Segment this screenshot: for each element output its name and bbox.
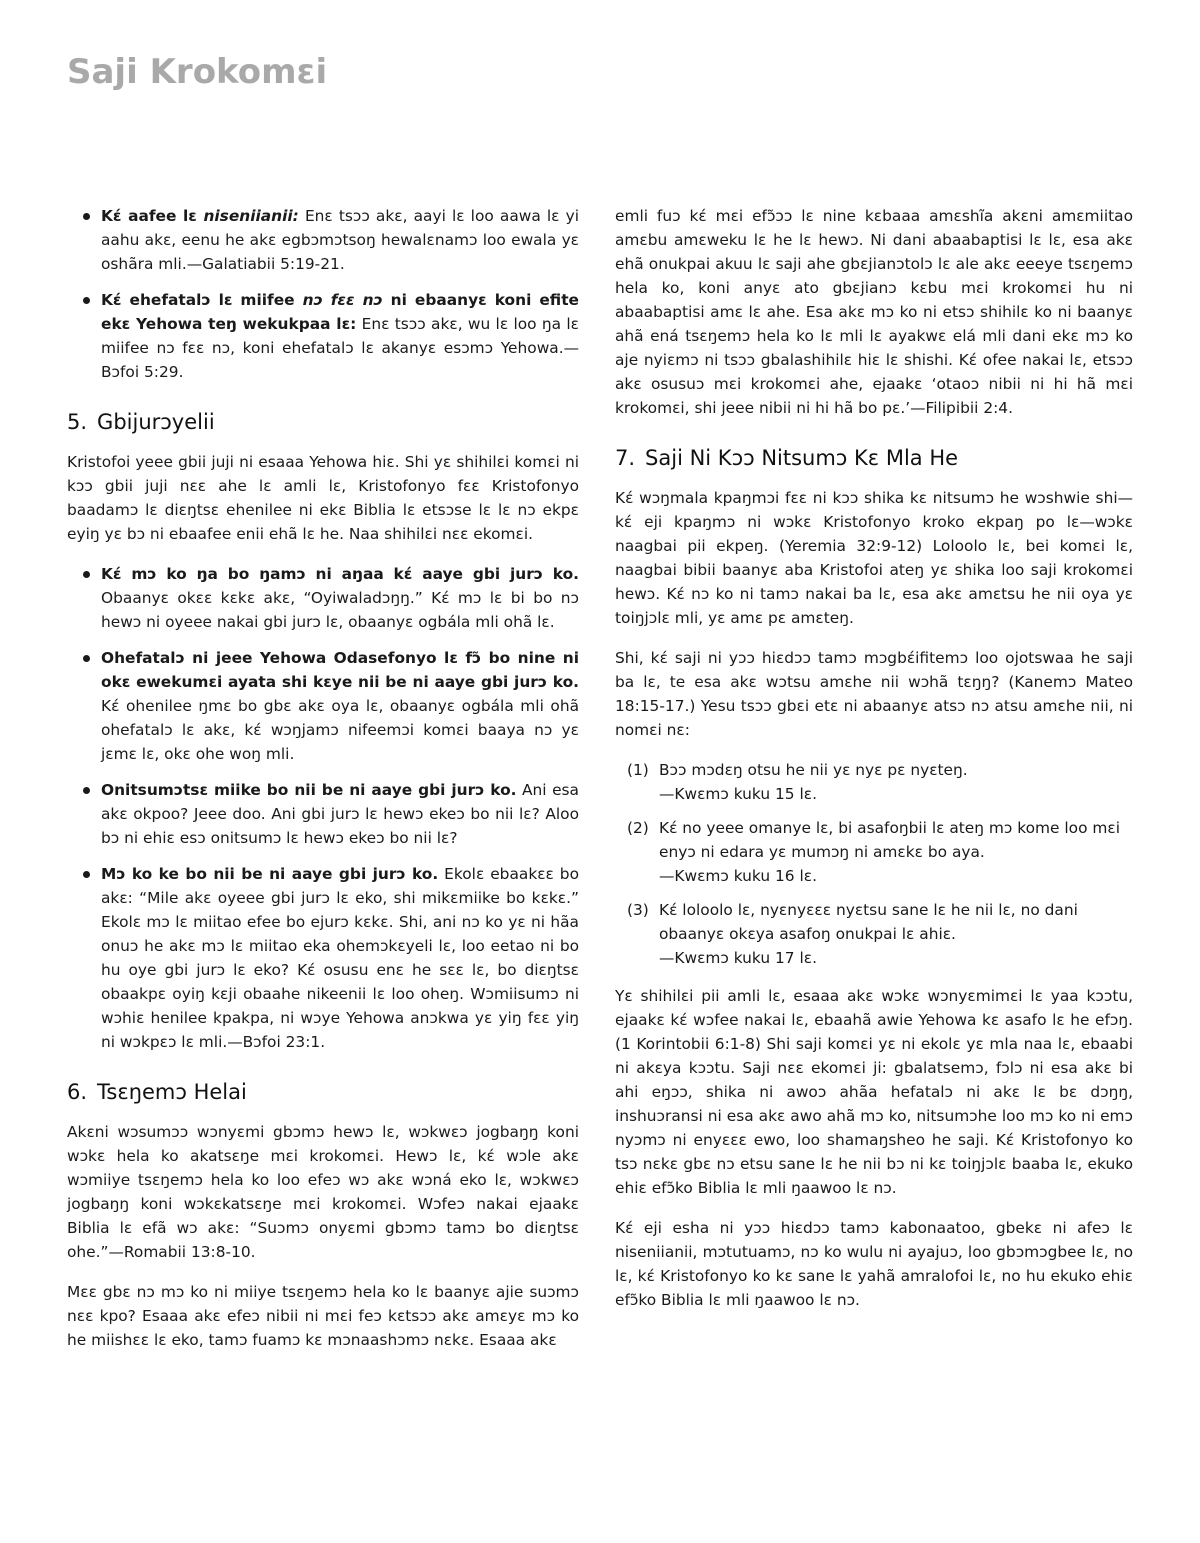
bullet-item: Kɛ́ mɔ ko ŋa bo ŋamɔ ni aŋaa kɛ́ aaye gbi jurɔ ko. Obaanyɛ okɛɛ kɛkɛ akɛ, “Oyiwaladɔŋŋ.” Kɛ́ mɔ lɛ bi bo nɔ hewɔ ni oyeee nakai gbi jurɔ lɛ, obaanyɛ ogbála mli ohã lɛ. <box>67 562 579 634</box>
paragraph: Shi, kɛ́ saji ni yɔɔ hiɛdɔɔ tamɔ mɔgbɛ́ifitemɔ loo ojotswaa he saji ba lɛ, te esa akɛ wɔtsu amɛhe nii wɔhã tɛŋŋ? (Kanemɔ Mateo 18:15-17.) Yesu tsɔɔ gbɛi etɛ ni abaanyɛ atsɔ nɔ atsu amɛhe nii, ni nomɛi nɛ: <box>615 649 1133 739</box>
continuation-paragraph: emli fuɔ kɛ́ mɛi efɔ̃ɔɔ lɛ nine kɛbaaa amɛshĩa akɛni amɛmiitao amɛbu amɛweku lɛ he lɛ hewɔ. Ni dani abaabaptisi lɛ lɛ, esa akɛ ehã onukpai akuu lɛ saji ahe gbɛjianɔtolɔ lɛ ale akɛ eeeye tsɛŋemɔ hela ko, koni anyɛ ato gbɛjianɔ kɛbu mɛi krokomɛi hu ni abaabaptisi amɛ lɛ ahe. Esa akɛ mɔ ko ni etsɔ shihilɛ ko ni baanyɛ ahã ená tsɛŋemɔ hela ko lɛ mli lɛ ayakwɛ elá mli dani ekɛ mɔ ko aje nyiɛmɔ ni tsɔɔ gbalashihilɛ hiɛ lɛ shishi. Kɛ́ ofee nakai lɛ, etsɔɔ akɛ osusuɔ mɛi krokomɛi ahe, ejaakɛ ‘otaoɔ nibii ni hi hã mɛi krokomɛi, shi jeee nibii ni hi hã bo pɛ.’—Filipibii 2:4. <box>615 207 1133 417</box>
bullet-item: Mɔ ko ke bo nii be ni aaye gbi jurɔ ko. Ekolɛ ebaakɛɛ bo akɛ: “Mile akɛ oyeee gbi jurɔ lɛ eko, shi mikɛmiike bo kɛkɛ.” Ekolɛ mɔ lɛ miitao efee bo ejurɔ kɛkɛ. Shi, ani nɔ ko yɛ ni hãa onuɔ he akɛ mɔ lɛ miitao eka ohemɔkɛyeli lɛ, loo eetao ni bo hu oye gbi jurɔ lɛ eko? Kɛ́ osusu enɛ he sɛɛ lɛ, bo diɛŋtsɛ obaakpɛ oyiŋ kɛji obaahe nikeenii lɛ loo oheŋ. Wɔmiisumɔ ni wɔhiɛ henilee kpakpa, ni wɔye Yehowa anɔkwa yɛ yiŋ fɛɛ yiŋ ni wɔkpɛɔ lɛ mli.—Bɔfoi 23:1. <box>67 862 579 1054</box>
section-heading-7: 7. Saji Ni Kɔɔ Nitsumɔ Kɛ Mla He <box>615 446 959 470</box>
section-heading-5: 5. Gbijurɔyelii <box>67 410 215 434</box>
running-title: Saji Krokomɛi <box>67 52 328 92</box>
bullet-item <box>67 204 579 276</box>
paragraph: Kɛ́ wɔŋmala kpaŋmɔi fɛɛ ni kɔɔ shika kɛ nitsumɔ he wɔshwie shi—kɛ́ eji kpaŋmɔ ni wɔkɛ Kristofonyo kroko ekpaŋ po lɛ—wɔkɛ naagbai pii ekpeŋ. (Yeremia 32:9-12) Loloolo lɛ, bei komɛi lɛ, naagbai bibii baanyɛ aba Kristofoi ateŋ yɛ shika loo saji krokomɛi hewɔ. Kɛ́ nɔ ko ni tamɔ nakai ba lɛ, esa akɛ amɛtsu he nii oya yɛ toiŋjɔlɛ mli, yɛ amɛ pɛ amɛteŋ. <box>615 489 1133 627</box>
right-column <box>615 204 1133 1328</box>
step-item: (3) Kɛ́ loloolo lɛ, nyɛnyɛɛɛ nyɛtsu sane lɛ he nii lɛ, no dani obaanyɛ okɛya asafoŋ onukpai lɛ ahiɛ. —Kwɛmɔ kuku 17 lɛ. <box>627 901 1078 967</box>
bullet-item: Ohefatalɔ ni jeee Yehowa Odasefonyo lɛ fɔ̃ bo nine ni okɛ ewekumɛi ayata shi kɛye nii be ni aaye gbi jurɔ ko. Kɛ́ ohenilee ŋmɛ bo gbɛ akɛ oya lɛ, obaanyɛ ogbála mli ohã ohefatalɔ lɛ akɛ, kɛ́ wɔŋjamɔ nifeemɔi komɛi baaya nɔ yɛ jɛmɛ lɛ, okɛ ohe woŋ mli. <box>67 646 579 766</box>
bullet-item <box>67 288 579 384</box>
section-5-intro: Kristofoi yeee gbii juji ni esaaa Yehowa hiɛ. Shi yɛ shihilɛi komɛi ni kɔɔ gbii juji nɛɛ ahe lɛ amli lɛ, Kristofonyo fɛɛ Kristofonyo baadamɔ lɛ diɛŋtsɛ ehenilee ni ekɛ Biblia lɛ etsɔse lɛ lɛ nɔ ekpɛ eyiŋ yɛ bɔ ni ebaafee enii ehã lɛ he. Naa shihilɛi nɛɛ ekomɛi. <box>67 453 579 543</box>
bullet-item: Onitsumɔtsɛ miike bo nii be ni aaye gbi jurɔ ko. Ani esa akɛ okpoo? Jeee doo. Ani gbi jurɔ lɛ hewɔ ekeɔ bo nii lɛ? Aloo bɔ ni ehiɛ esɔ onitsumɔ lɛ hewɔ ekeɔ bo nii lɛ? <box>67 778 579 850</box>
bullet-body: Enɛ tsɔɔ akɛ, wu lɛ loo ŋa lɛ miifee nɔ fɛɛ nɔ, koni ehefatalɔ lɛ akanyɛ esɔmɔ Yehowa.—Bɔfoi 5:29. <box>101 315 579 381</box>
bullet-body: Enɛ tsɔɔ akɛ, aayi lɛ loo aawa lɛ yi aahu akɛ, eenu he akɛ egbɔmɔtsoŋ hewalɛnamɔ loo ewala yɛ oshãra mli.—Galatiabii 5:19-21. <box>101 207 579 273</box>
bullet-lead: Kɛ́ ehefatalɔ lɛ miifee nɔ fɛɛ nɔ ni ebaanyɛ koni efite ekɛ Yehowa teŋ wekukpaa lɛ: <box>101 291 579 333</box>
paragraph: Yɛ shihilɛi pii amli lɛ, esaaa akɛ wɔkɛ wɔnyɛmimɛi lɛ yaa kɔɔtu, ejaakɛ kɛ́ wɔfee nakai lɛ, ebaahã awie Yehowa kɛ asafo lɛ he efɔŋ. (1 Korintobii 6:1-8) Shi saji komɛi yɛ ni ekolɛ yɛ mla naa lɛ, ebaabi ni akɛya kɔɔtu. Saji nɛɛ ekomɛi ji: gbalatsemɔ, fɔlɔ ni esa akɛ bi ahi eŋɔɔ, shika ni awoɔ ahãa hefatalɔ ni akɛ lɛ bɛ dɔŋŋ, inshuɔransi ni esa akɛ awo ahã mɔ ko, nitsumɔhe loo mɔ ko ni emɔ nyɔmɔ ni enyɛɛɛ ewo, loo shamaŋsheo he saji. Kɛ́ Kristofonyo ko tsɔ nɛkɛ gbɛ nɔ etsu sane lɛ he nii bɔ ni kɛ toiŋjɔlɛ baaba lɛ, ekuko ehiɛ efɔ̃ko Biblia lɛ mli ŋaawoo lɛ nɔ. <box>615 987 1133 1197</box>
paragraph: Kɛ́ eji esha ni yɔɔ hiɛdɔɔ tamɔ kabonaatoo, gbekɛ ni afeɔ lɛ niseniianii, mɔtutuamɔ, nɔ ko wulu ni ayajuɔ, loo gbɔmɔgbee lɛ, no lɛ, kɛ́ Kristofonyo ko kɛ sane lɛ yahã amralofoi lɛ, no hu ekuko ehiɛ efɔ̃ko Biblia lɛ mli ŋaawoo lɛ nɔ. <box>615 1219 1133 1309</box>
step-item: (2) Kɛ́ no yeee omanye lɛ, bi asafoŋbii lɛ ateŋ mɔ kome loo mɛi enyɔ ni edara yɛ mumɔŋ ni amɛkɛ bo aya. —Kwɛmɔ kuku 16 lɛ. <box>627 819 1120 885</box>
paragraph: Akɛni wɔsumɔɔ wɔnyɛmi gbɔmɔ hewɔ lɛ, wɔkwɛɔ jogbaŋŋ koni wɔkɛ hela ko akatsɛŋe mɛi krokomɛi. Hewɔ lɛ, kɛ́ wɔle akɛ wɔmiiye tsɛŋemɔ hela ko loo efeɔ wɔ akɛ wɔná eko lɛ, wɔkwɛɔ jogbaŋŋ koni wɔkɛkatsɛŋe mɛi krokomɛi. Wɔfeɔ nakai ejaakɛ Biblia lɛ efã wɔ akɛ: “Suɔmɔ onyɛmi gbɔmɔ tamɔ bo diɛŋtsɛ ohe.”—Romabii 13:8-10. <box>67 1123 579 1261</box>
section-heading-6: 6. Tsɛŋemɔ Helai <box>67 1080 247 1104</box>
left-column <box>67 204 579 1368</box>
steps-list <box>627 758 1133 970</box>
paragraph: Mɛɛ gbɛ nɔ mɔ ko ni miiye tsɛŋemɔ hela ko lɛ baanyɛ ajie suɔmɔ nɛɛ kpo? Esaaa akɛ efeɔ nibii ni mɛi feɔ kɛtsɔɔ akɛ amɛyɛ mɔ ko he miishɛɛ lɛ eko, tamɔ fuamɔ kɛ mɔnaashɔmɔ nɛkɛ. Esaaa akɛ <box>67 1283 579 1349</box>
bullet-lead: Kɛ́ aafee lɛ niseniianii: <box>101 207 299 225</box>
section-5-bullet-list <box>67 562 579 1054</box>
intro-bullet-list <box>67 204 579 384</box>
step-item: (1) Bɔɔ mɔdɛŋ otsu he nii yɛ nyɛ pɛ nyɛteŋ. —Kwɛmɔ kuku 15 lɛ. <box>627 761 968 803</box>
